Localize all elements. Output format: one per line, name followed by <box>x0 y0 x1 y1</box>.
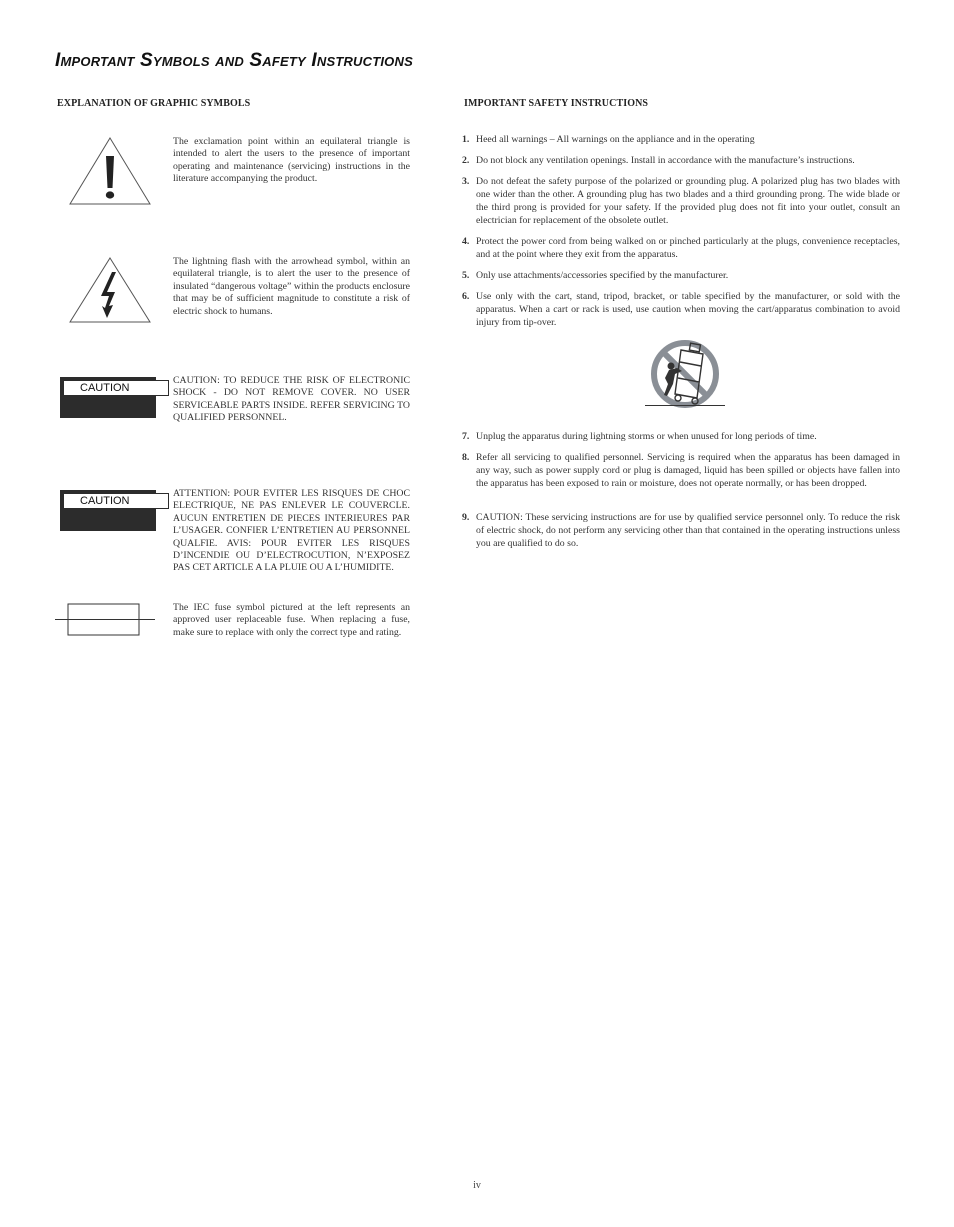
list-item: 7. Unplug the apparatus during lightning storms or when unused for long periods of time. <box>462 431 817 442</box>
caution-label-text-french: CAUTION <box>63 493 169 509</box>
caution-english-text: CAUTION: TO REDUCE THE RISK OF ELECTRONIC SHOCK - DO NOT REMOVE COVER. NO USER SERVICEABLE PARTS INSIDE. REFER SERVICING TO QUALIFIED PERSONNEL. <box>173 375 410 424</box>
list-item: 8. Refer all servicing to qualified personnel. Servicing is required when the apparatus has been damaged in any way, such as power supply cord or plug is damaged, liquid has been spilled or objects have fallen into the apparatus has been exposed to rain or moisture, does not operate normally, or has been dropped. <box>462 452 900 489</box>
exclamation-symbol-description: The exclamation point within an equilateral triangle is intended to alert the users to the presence of important operating and maintenance (servicing) instructions in the literature accompanying the product. <box>173 136 410 185</box>
page-title: Important Symbols and Safety Instructions <box>55 50 413 71</box>
graphic-symbols-heading: EXPLANATION OF GRAPHIC SYMBOLS <box>57 98 251 109</box>
list-item: 9. CAUTION: These servicing instructions are for use by qualified service personnel only. To reduce the risk of electric shock, do not perform any servicing other than that contained in the operating instructions unless you are qualified to do so. <box>462 512 900 549</box>
caution-french-text: ATTENTION: POUR EVITER LES RISQUES DE CHOC ELECTRIQUE, NE PAS ENLEVER LE COUVERCLE. AUCUN ENTRETIEN DE PIECES INTERIEURES PAR L’USAGER. CONFIER L’ENTRETIEN AU PERSONNEL QUALFIE. AVIS: POUR EVITER LES RISQUES D’INCENDIE OU D’ELECTROCUTION, N’EXPOSEZ PAS CET ARTICLE A LA PLUIE OU A L’HUMIDITE. <box>173 488 410 574</box>
fuse-icon <box>55 603 155 637</box>
page-number: iv <box>473 1180 481 1191</box>
cart-tip-over-warning-icon <box>645 338 725 408</box>
safety-instructions-heading: IMPORTANT SAFETY INSTRUCTIONS <box>464 98 649 109</box>
caution-label-text: CAUTION <box>63 380 169 396</box>
exclamation-triangle-icon <box>68 136 152 206</box>
lightning-symbol-description: The lightning flash with the arrowhead symbol, within an equilateral triangle, is to alert the user to the presence of insulated “dangerous voltage” within the products enclosure that may be of sufficient magnitude to constitute a risk of electric shock to humans. <box>173 256 410 317</box>
list-item: 2. Do not block any ventilation openings. Install in accordance with the manufacture’s instructions. <box>462 155 855 166</box>
list-item: 1. Heed all warnings – All warnings on the appliance and in the operating <box>462 134 755 145</box>
list-item: 4. Protect the power cord from being walked on or pinched particularly at the plugs, convenience receptacles, and at the point where they exit from the apparatus. <box>462 236 900 260</box>
fuse-symbol-description: The IEC fuse symbol pictured at the left represents an approved user replaceable fuse. When replacing a fuse, make sure to replace with only the correct type and rating. <box>173 602 410 638</box>
caution-label-graphic <box>60 377 156 418</box>
list-item: 5. Only use attachments/accessories specified by the manufacturer. <box>462 270 729 281</box>
lightning-triangle-icon <box>68 256 152 324</box>
caution-label-graphic-french <box>60 490 156 531</box>
list-item: 3. Do not defeat the safety purpose of the polarized or grounding plug. A polarized plug has two blades with one wider than the other. A grounding plug has two blades and a third grounding prong. The wide blade or the third prong is provided for your safety. If the provided plug does not fit into your outlet, consult an electrician for replacement of the obsolete outlet. <box>462 176 900 226</box>
list-item: 6. Use only with the cart, stand, tripod, bracket, or table specified by the manufacturer, or sold with the apparatus. When a cart or rack is used, use caution when moving the cart/apparatus combination to avoid injury from tip-over. <box>462 291 900 328</box>
